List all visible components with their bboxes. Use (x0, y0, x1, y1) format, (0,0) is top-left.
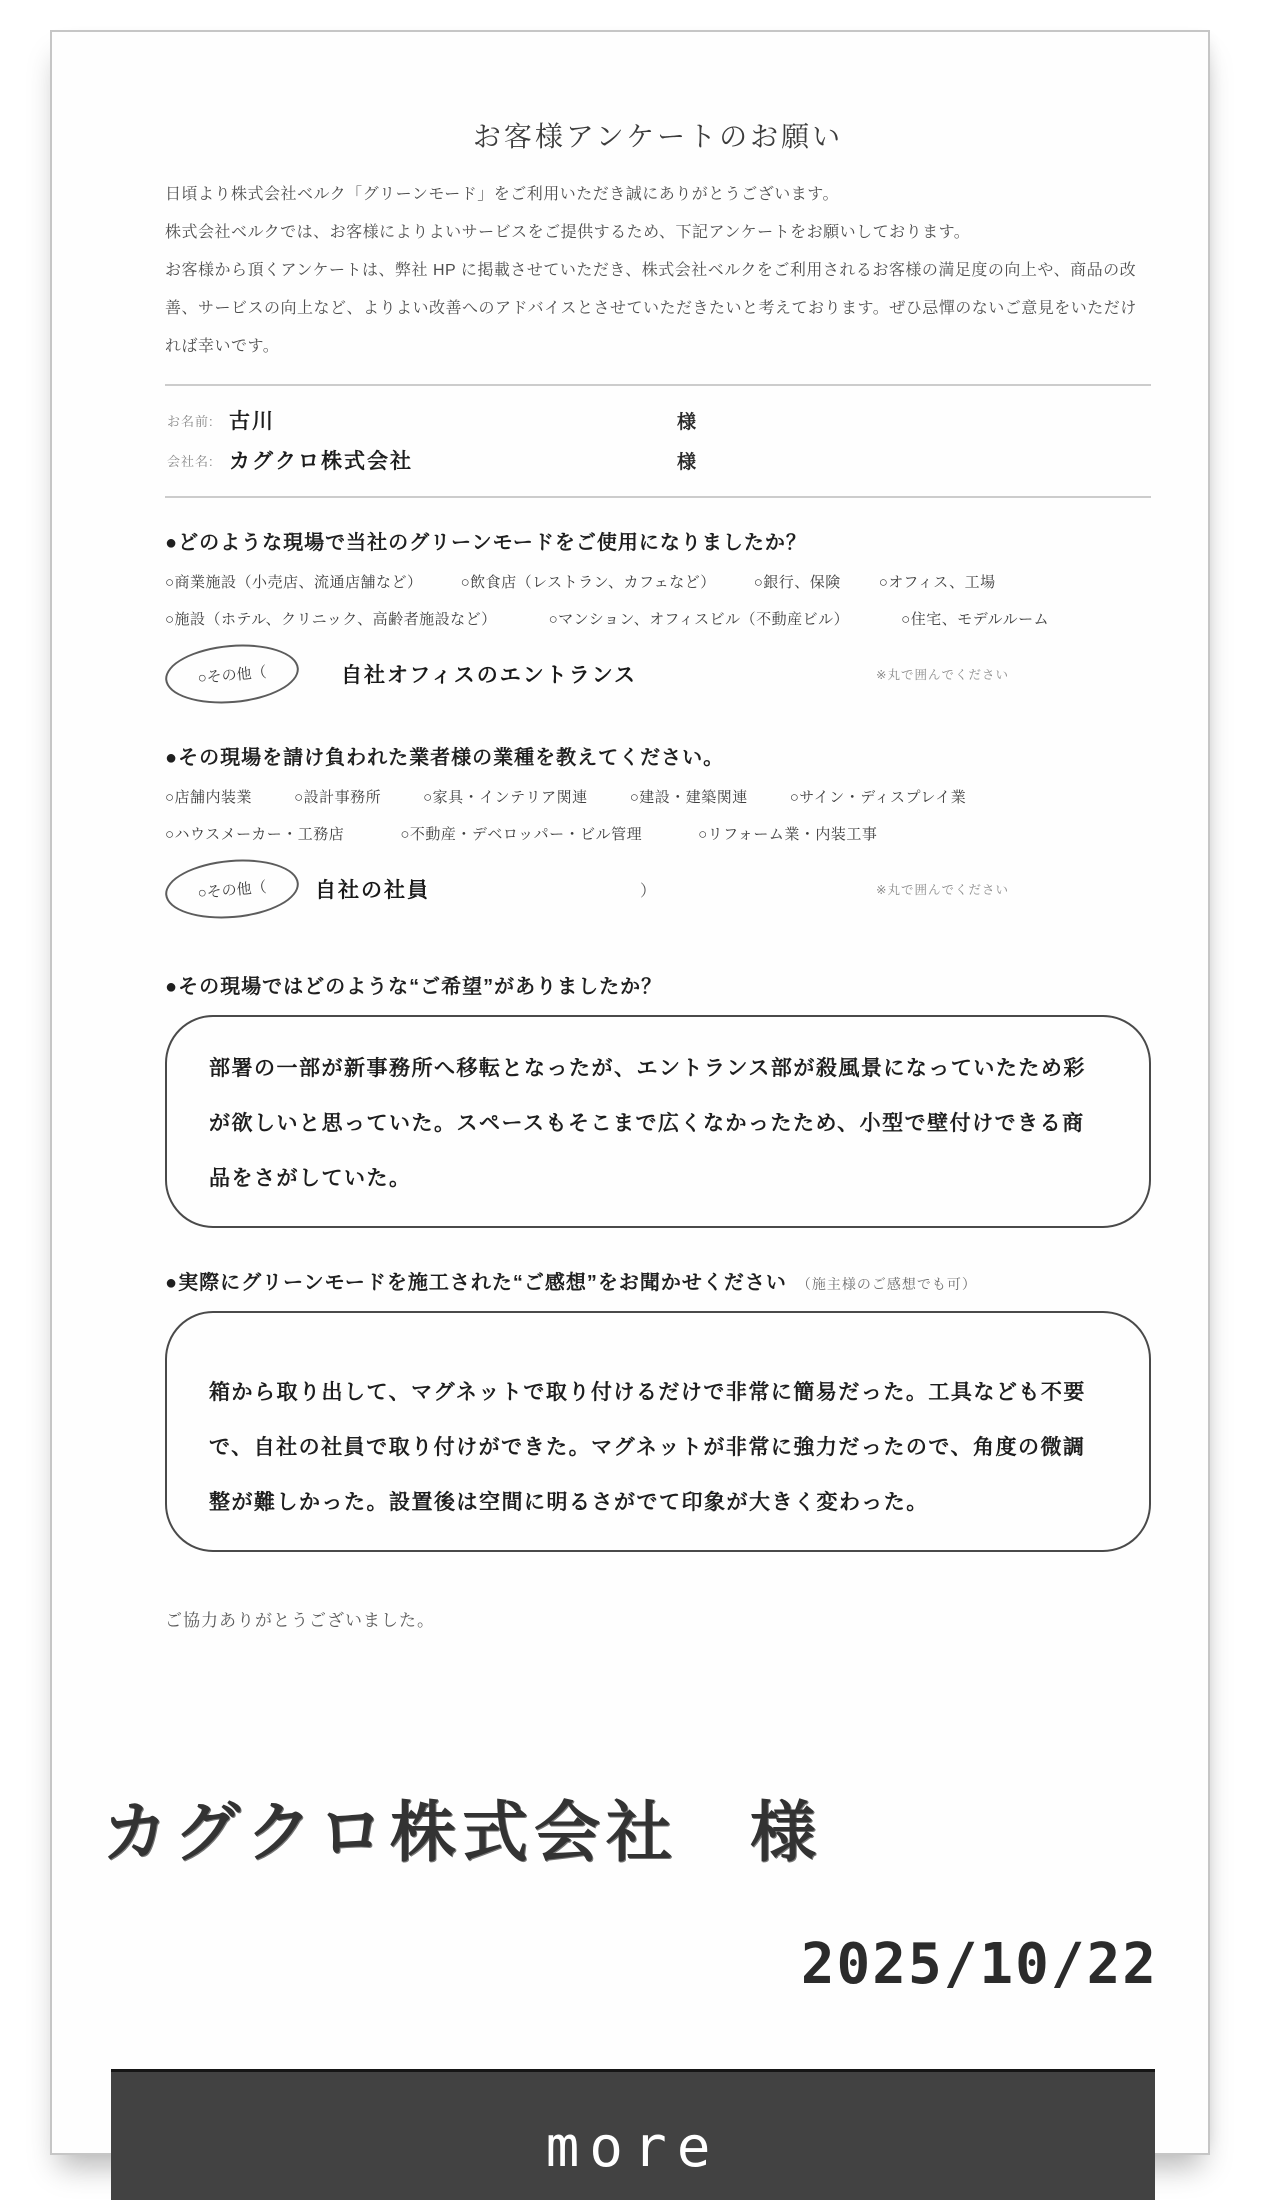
free-answer-box-1: 部署の一部が新事務所へ移転となったが、エントランス部が殺風景になっていたため彩が欲しいと思っていた。スペースもそこまで広くなかったため、小型で壁付けできる商品をさがしていた。 (165, 1015, 1151, 1228)
list-item: 日頃より株式会社ベルク「グリーンモード」をご利用いただき誠にありがとうございます。 (165, 186, 839, 203)
list-item: ○サイン・ディスプレイ業 (789, 789, 967, 806)
list-item: ○リフォーム業・内装工事 (698, 826, 878, 843)
list-item: ○施設（ホテル、クリニック、高齢者施設など） (165, 611, 497, 628)
list-item: ○マンション、オフィスビル（不動産ビル） (548, 611, 850, 628)
more-button[interactable]: more (111, 2069, 1155, 2200)
question-2-other-row (165, 856, 1151, 922)
list-item: ○店舗内装業 (165, 789, 253, 806)
respondent-section (165, 386, 1151, 496)
list-item: ○飲食店（レストラン、カフェなど） (460, 574, 716, 591)
question-3-heading: ●その現場ではどのような“ご希望”がありましたか？ (165, 976, 663, 998)
question-1-other-row (165, 641, 1151, 707)
list-item: ○設計事務所 (294, 789, 382, 806)
list-item: ○不動産・デベロッパー・ビル管理 (400, 826, 643, 843)
free-answer-box-2: 箱から取り出して、マグネットで取り付けるだけで非常に簡易だった。工具なども不要で、自社の社員で取り付けができた。マグネットが非常に強力だったので、角度の微調整が難しかった。設置後は空間に明るさがでて印象が大きく変わった。 (165, 1311, 1151, 1552)
survey-document-card (50, 30, 1210, 2180)
name-row (167, 400, 1151, 440)
company-row (167, 440, 1151, 480)
closing-paren: ） (640, 882, 657, 900)
name-value: 古川 (229, 410, 275, 433)
handwritten-answer: 自社オフィスのエントランス (341, 664, 638, 687)
question-1-options-row-2 (165, 608, 1151, 629)
handdrawn-circle (163, 639, 302, 708)
question-2-options-row-1 (165, 786, 1151, 807)
list-item: 株式会社ベルクでは、お客様によりよいサービスをご提供するため、下記アンケートをお願いしております。 (165, 224, 971, 241)
list-item: ○住宅、モデルルーム (901, 611, 1050, 628)
customer-name-heading: カグクロ株式会社 様 (102, 1795, 822, 1869)
page-title: お客様アンケートのお願い (472, 121, 844, 152)
company-value: カグクロ株式会社 (229, 450, 413, 473)
survey-content (52, 114, 1208, 1631)
survey-date: 2025/10/22 (800, 1932, 1158, 1997)
question-4-heading-note: （施主様のご感想でも可） (796, 1276, 977, 1292)
list-item: ○商業施設（小売店、流通店舗など） (165, 574, 423, 591)
circle-instruction-note: ※丸で囲んでください (876, 883, 1009, 897)
question-4-heading (165, 1266, 1151, 1295)
list-item: ○家具・インテリア関連 (423, 789, 588, 806)
handwritten-answer: 自社の社員 (315, 879, 430, 902)
handdrawn-circle (163, 854, 302, 923)
other-option-label: ○その他（ (196, 878, 268, 902)
question-2-options-row-2 (165, 823, 1151, 844)
intro-paragraph (165, 176, 1151, 366)
company-label: 会社名: (167, 453, 214, 469)
circle-instruction-note: ※丸で囲んでください (876, 668, 1009, 682)
name-label: お名前: (167, 413, 214, 429)
question-1-heading: ●どのような現場で当社のグリーンモードをご使用になりましたか？ (165, 532, 807, 554)
divider-names-bottom (165, 496, 1151, 498)
list-item: ○建設・建築関連 (629, 789, 748, 806)
closing-thanks: ご協力ありがとうございました。 (165, 1611, 435, 1630)
list-item: お客様から頂くアンケートは、弊社 HP に掲載させていただき、株式会社ベルクをご利用されるお客様の満足度の向上や、商品の改善、サービスの向上など、よりよい改善へのアドバイスとさせていただきたいと考えております。ぜひ忌憚のないご意見をいただければ幸いです。 (165, 262, 1137, 355)
name-honorific: 様 (677, 411, 697, 433)
list-item: ○オフィス、工場 (878, 574, 996, 591)
question-1-options-row-1 (165, 571, 1151, 592)
question-2-heading: ●その現場を請け負われた業者様の業種を教えてください。 (165, 747, 725, 769)
company-honorific: 様 (677, 451, 697, 473)
list-item: ○ハウスメーカー・工務店 (165, 826, 345, 843)
list-item: ○銀行、保険 (753, 574, 841, 591)
other-option-label: ○その他（ (196, 663, 268, 687)
question-4-heading-text: ●実際にグリーンモードを施工された“ご感想”をお聞かせください (165, 1272, 787, 1294)
